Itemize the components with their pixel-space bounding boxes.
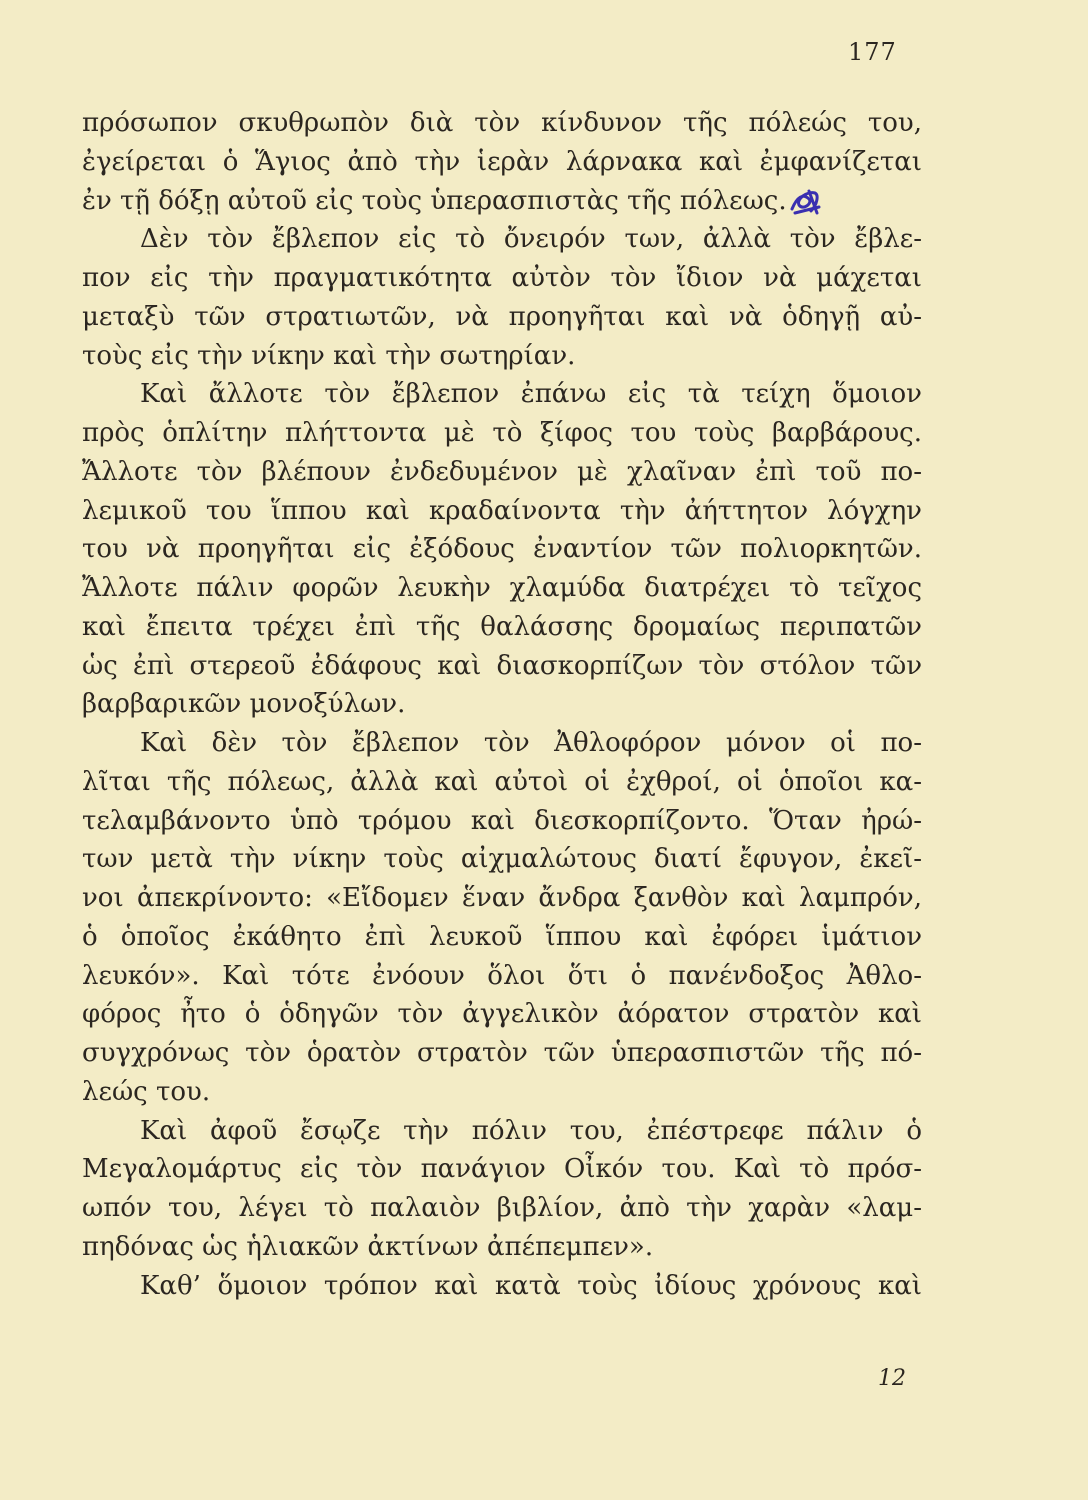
text-line-content: ἐν τῇ δόξῃ αὐτοῦ εἰς τοὺς ὑπερασπιστὰς τῆς πόλεως. xyxy=(82,185,787,216)
text-line xyxy=(82,1073,922,1112)
text-line xyxy=(82,492,922,531)
text-line-content: πρόσωπον σκυθρωπὸν διὰ τὸν κίνδυνον τῆς πόλεώς του, xyxy=(82,108,922,138)
text-line-content: ὡς ἐπὶ στερεοῦ ἐδάφους καὶ διασκορπίζων τὸν στόλον τῶν xyxy=(82,650,922,681)
text-line xyxy=(82,995,922,1034)
page-number: 177 xyxy=(848,38,897,66)
text-line xyxy=(82,957,922,996)
text-line xyxy=(82,298,922,337)
text-line xyxy=(82,647,922,686)
text-line-content: καὶ ἔπειτα τρέχει ἐπὶ τῆς θαλάσσης δρομαίως περιπατῶν xyxy=(82,611,922,642)
text-line xyxy=(82,569,922,608)
text-line xyxy=(82,337,922,376)
text-line xyxy=(82,143,922,182)
text-line-content: πηδόνας ὡς ἡλιακῶν ἀκτίνων ἀπέπεμπεν». xyxy=(82,1231,654,1262)
text-line-content: πρὸς ὁπλίτην πλήττοντα μὲ τὸ ξίφος του τοὺς βαρβάρους. xyxy=(82,418,922,448)
text-line xyxy=(82,104,922,143)
text-line-content: μεταξὺ τῶν στρατιωτῶν, νὰ προηγῆται καὶ νὰ ὁδηγῇ αὐ- xyxy=(82,301,922,332)
body-text xyxy=(82,104,922,1305)
text-line-content: ωπόν του, λέγει τὸ παλαιὸν βιβλίον, ἀπὸ τὴν χαρὰν «λαμ- xyxy=(82,1193,922,1223)
text-line xyxy=(82,1228,922,1267)
text-line xyxy=(82,453,922,492)
signature-mark: 12 xyxy=(878,1366,906,1391)
text-line-content: συγχρόνως τὸν ὁρατὸν στρατὸν τῶν ὑπερασπιστῶν τῆς πό- xyxy=(82,1038,922,1068)
text-line-content: ἐγείρεται ὁ Ἅγιος ἀπὸ τὴν ἱερὰν λάρνακα καὶ ἐμφανίζεται xyxy=(82,146,922,177)
text-line-content: Ἄλλοτε τὸν βλέπουν ἐνδεδυμένον μὲ χλαῖναν ἐπὶ τοῦ πο- xyxy=(82,456,922,487)
text-line-content: βαρβαρικῶν μονοξύλων. xyxy=(82,689,406,720)
text-line-content: Δὲν τὸν ἔβλεπον εἰς τὸ ὄνειρόν των, ἀλλὰ τὸν ἔβλε- xyxy=(140,224,922,255)
text-line xyxy=(82,802,922,841)
text-line-content: πον εἰς τὴν πραγματικότητα αὐτὸν τὸν ἴδιον νὰ μάχεται xyxy=(82,263,922,293)
text-line xyxy=(82,685,922,724)
text-line xyxy=(82,375,922,414)
text-line-content: τοὺς εἰς τὴν νίκην καὶ τὴν σωτηρίαν. xyxy=(82,340,576,371)
text-line-content: Ἄλλοτε πάλιν φορῶν λευκὴν χλαμύδα διατρέχει τὸ τεῖχος xyxy=(82,573,922,603)
text-line-content: του νὰ προηγῆται εἰς ἐξόδους ἐναντίον τῶν πολιορκητῶν. xyxy=(82,534,922,565)
text-line-content: Μεγαλομάρτυς εἰς τὸν πανάγιον Οἶκόν του. Καὶ τὸ πρόσ- xyxy=(82,1154,922,1185)
text-line-content: τελαμβάνοντο ὑπὸ τρόμου καὶ διεσκορπίζοντο. Ὅταν ἠρώ- xyxy=(82,805,922,836)
text-line xyxy=(82,182,922,221)
text-line xyxy=(82,1189,922,1228)
text-line xyxy=(82,1034,922,1073)
text-line-content: νοι ἀπεκρίνοντο: «Εἴδομεν ἕναν ἄνδρα ξανθὸν καὶ λαμπρόν, xyxy=(82,883,922,913)
text-line-content: λευκόν». Καὶ τότε ἐνόουν ὅλοι ὅτι ὁ πανένδοξος Ἀθλο- xyxy=(82,960,922,991)
text-line xyxy=(82,840,922,879)
text-line-content: Καὶ ἄλλοτε τὸν ἔβλεπον ἐπάνω εἰς τὰ τείχη ὅμοιον xyxy=(140,379,922,410)
text-line-content: των μετὰ τὴν νίκην τοὺς αἰχμαλώτους διατί ἔφυγον, ἐκεῖ- xyxy=(82,844,922,875)
text-line-content: Καθ’ ὅμοιον τρόπον καὶ κατὰ τοὺς ἰδίους χρόνους καὶ xyxy=(140,1270,922,1301)
text-line-content: λεμικοῦ του ἵππου καὶ κραδαίνοντα τὴν ἀήττητον λόγχην xyxy=(82,495,922,526)
text-line xyxy=(82,879,922,918)
text-line xyxy=(82,724,922,763)
text-line-content: φόρος ἦτο ὁ ὁδηγῶν τὸν ἀγγελικὸν ἀόρατον στρατὸν καὶ xyxy=(82,999,922,1030)
text-line xyxy=(82,530,922,569)
text-line-content: Καὶ δὲν τὸν ἔβλεπον τὸν Ἀθλοφόρον μόνον οἱ πο- xyxy=(140,728,922,758)
text-line xyxy=(82,1150,922,1189)
ink-scribble-icon xyxy=(789,187,823,217)
text-line xyxy=(82,1267,922,1306)
text-line-content: Καὶ ἀφοῦ ἔσῳζε τὴν πόλιν του, ἐπέστρεφε πάλιν ὁ xyxy=(140,1115,922,1146)
text-line xyxy=(82,1112,922,1151)
text-line-content: ὁ ὁποῖος ἐκάθητο ἐπὶ λευκοῦ ἵππου καὶ ἐφόρει ἱμάτιον xyxy=(82,921,922,952)
text-line xyxy=(82,414,922,453)
text-line xyxy=(82,918,922,957)
text-line xyxy=(82,259,922,298)
text-line xyxy=(82,763,922,802)
text-line xyxy=(82,220,922,259)
text-line-content: λεώς του. xyxy=(82,1076,211,1107)
text-line xyxy=(82,608,922,647)
text-line-content: λῖται τῆς πόλεως, ἀλλὰ καὶ αὐτοὶ οἱ ἐχθροί, οἱ ὁποῖοι κα- xyxy=(82,766,922,797)
